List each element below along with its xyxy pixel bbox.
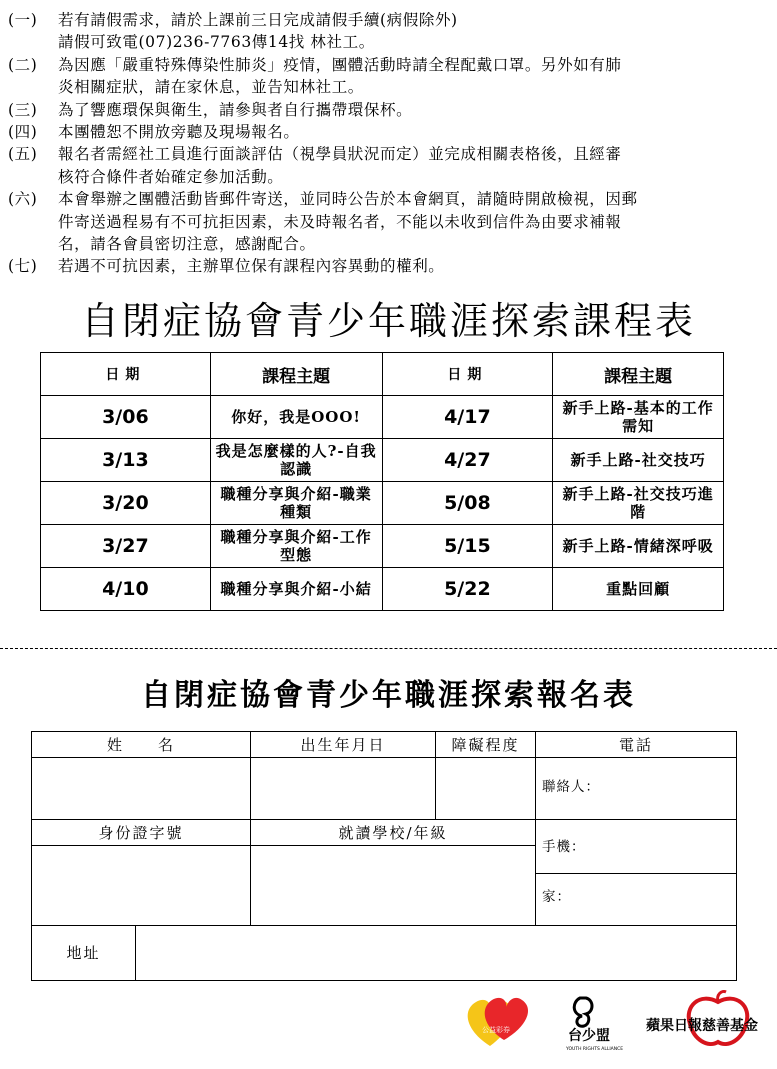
notice-3: (三) 為了響應環保與衛生，請參與者自行攜帶環保杯。 <box>8 100 413 119</box>
notice-4: (四) 本團體恕不開放旁聽及現場報名。 <box>8 123 300 142</box>
notice-1-cont: 請假可致電(07)236-7763傳14找 林社工。 <box>58 33 375 52</box>
notice-5-cont: 核符合條件者始確定參加活動。 <box>58 167 284 186</box>
contact-person-field[interactable]: 聯絡人： <box>536 758 736 820</box>
session-topic: 新手上路-社交技巧 <box>553 439 724 482</box>
schedule-row <box>41 568 724 611</box>
disability-level-field[interactable] <box>436 758 536 820</box>
session-topic: 職種分享與介紹-職業種類 <box>210 482 382 525</box>
notice-1: (一) 若有請假需求，請於上課前三日完成請假手續(病假除外) <box>8 11 458 29</box>
session-date: 3/27 <box>41 525 211 568</box>
session-date: 5/22 <box>382 568 553 611</box>
schedule-row <box>41 396 724 439</box>
schedule-header-row <box>41 353 724 396</box>
session-topic: 重點回顧 <box>553 568 724 611</box>
name-field[interactable] <box>32 758 251 820</box>
lottery-logo-text: 公益彩券 <box>482 1026 510 1034</box>
topic-header: 課程主題 <box>553 353 724 396</box>
home-phone-field[interactable]: 家： <box>536 874 736 926</box>
topic-header: 課程主題 <box>210 353 382 396</box>
apple-foundation-name: 蘋果日報慈善基金 <box>646 1018 758 1034</box>
session-topic: 你好，我是OOO! <box>210 396 382 439</box>
notice-5: (五) 報名者需經社工員進行面談評估（視學員狀況而定）並完成相關表格後，且經審 <box>8 145 622 164</box>
session-topic: 新手上路-社交技巧進階 <box>553 482 724 525</box>
session-topic: 新手上路-情緒深呼吸 <box>553 525 724 568</box>
session-date: 5/15 <box>382 525 553 568</box>
date-header: 日期 <box>41 353 211 396</box>
id-number-header: 身份證字號 <box>32 820 251 846</box>
session-date: 3/20 <box>41 482 211 525</box>
notice-6-cont: 件寄送過程易有不可抗拒因素，未及時報名者，不能以未收到信件為由要求補報 <box>58 212 622 231</box>
phone-header: 電話 <box>536 732 736 758</box>
notice-2-cont: 炎相關症狀，請在家休息，並告知林社工。 <box>58 78 364 97</box>
disability-level-header: 障礙程度 <box>436 732 536 758</box>
session-date: 4/10 <box>41 568 211 611</box>
date-header: 日期 <box>382 353 553 396</box>
schedule-row <box>41 482 724 525</box>
session-date: 4/27 <box>382 439 553 482</box>
school-grade-header: 就讀學校/年級 <box>251 820 536 846</box>
schedule-row <box>41 525 724 568</box>
tsm-logo <box>565 998 623 1052</box>
form-title: 自閉症協會青少年職涯探索報名表 <box>141 678 636 713</box>
schedule-title: 自閉症協會青少年職涯探索課程表 <box>80 299 696 343</box>
mobile-field[interactable]: 手機： <box>536 820 736 874</box>
session-date: 3/13 <box>41 439 211 482</box>
session-topic: 新手上路-基本的工作需知 <box>553 396 724 439</box>
notice-list <box>8 9 773 278</box>
sponsor-logos <box>460 988 760 1058</box>
tsm-english-name: YOUTH RIGHTS ALLIANCE <box>566 1047 624 1052</box>
registration-form <box>31 731 737 981</box>
school-grade-field[interactable] <box>251 846 536 926</box>
session-date: 5/08 <box>382 482 553 525</box>
session-topic: 我是怎麼樣的人?-自我認識 <box>210 439 382 482</box>
session-topic: 職種分享與介紹-小結 <box>210 568 382 611</box>
birthdate-header: 出生年月日 <box>251 732 436 758</box>
session-date: 4/17 <box>382 396 553 439</box>
lottery-heart-logo <box>468 998 528 1046</box>
schedule-table <box>40 352 724 611</box>
sponsor-logo-graphics <box>460 988 760 1058</box>
schedule-row <box>41 439 724 482</box>
id-number-field[interactable] <box>32 846 251 926</box>
birthdate-field[interactable] <box>251 758 436 820</box>
notice-6: (六) 本會舉辦之團體活動皆郵件寄送，並同時公告於本會網頁，請隨時開啟檢視，因郵 <box>8 190 638 209</box>
notice-2: (二) 為因應「嚴重特殊傳染性肺炎」疫情，團體活動時請全程配戴口罩。另外如有肺 <box>8 55 622 74</box>
address-label: 地址 <box>32 926 136 980</box>
session-date: 3/06 <box>41 396 211 439</box>
tsm-name: 台少盟 <box>568 1028 610 1044</box>
notice-7: (七) 若遇不可抗因素，主辦單位保有課程內容異動的權利。 <box>8 257 445 276</box>
notice-6-cont2: 名，請各會員密切注意，感謝配合。 <box>58 235 316 254</box>
address-field[interactable] <box>136 926 736 980</box>
apple-foundation-logo <box>646 991 758 1044</box>
name-header: 姓 名 <box>32 732 251 758</box>
session-topic: 職種分享與介紹-工作型態 <box>210 525 382 568</box>
dashed-cut-line <box>0 648 777 649</box>
